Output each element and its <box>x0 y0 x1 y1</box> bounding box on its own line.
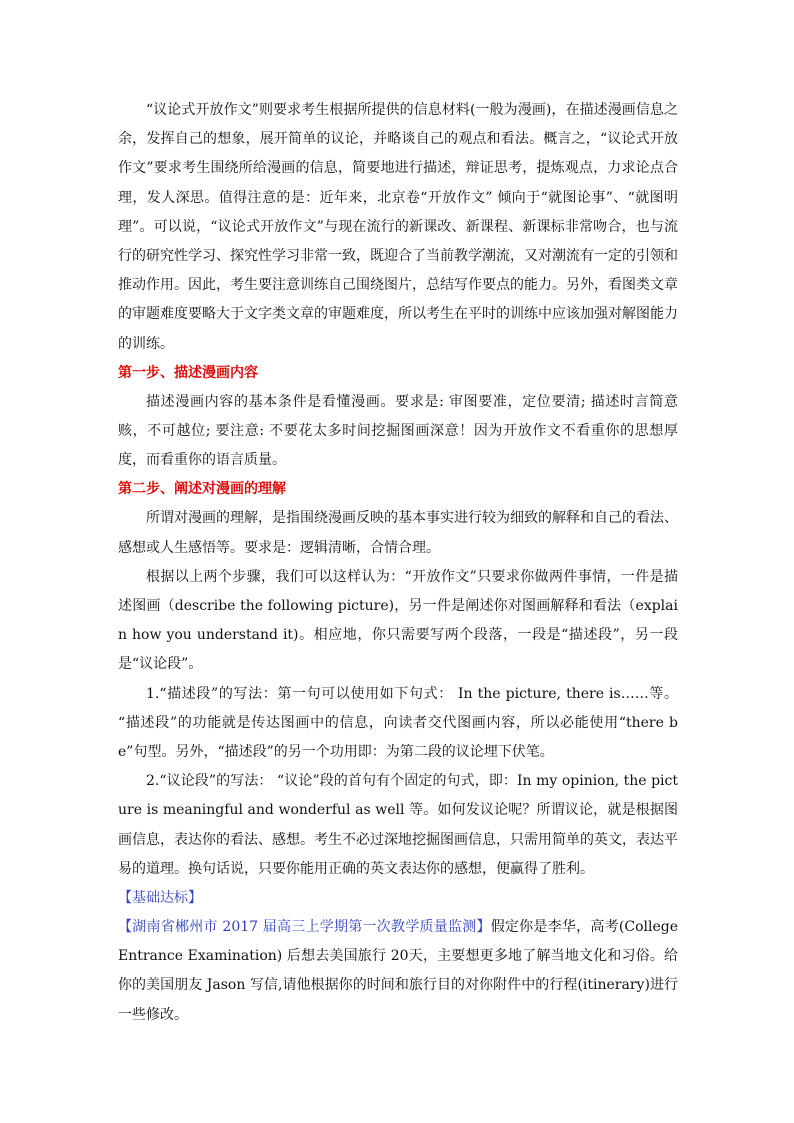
task-source: 【湖南省郴州市 2017 届高三上学期第一次教学质量监测】 <box>118 919 491 936</box>
section-label: 【基础达标】 <box>118 890 202 907</box>
summary-paragraph: 根据以上两个步骤，我们可以这样认为：“开放作文”只要求你做两件事情，一件是描述图画（describe the following picture)，另一件是阐述你对图画解释和看法（explain how you understand it)。相应地，你只需要写两个段落，一段是“描述段”，另一段是“议论段”。 <box>118 568 678 673</box>
point2-paragraph: 2.“议论段”的写法： “议论”段的首句有个固定的句式，即：In my opinion, the picture is meaningful and wonderful as well 等。如何发议论呢？所谓议论，就是根据图画信息，表达你的看法、感想。考生不必过深地挖掘图画信息，只需用简单的英文，表达平易的道理。换句话说，只要你能用正确的英文表达你的感想，便赢得了胜利。 <box>118 773 678 877</box>
step1-heading: 第一步、描述漫画内容 <box>118 364 258 381</box>
step1-paragraph: 描述漫画内容的基本条件是看懂漫画。要求是: 审图要准，定位要清; 描述时言简意赅，不可越位; 要注意: 不要花太多时间挖掘图画深意！因为开放作文不看重你的思想厚度，而看重你的语言质量。 <box>118 393 678 469</box>
intro-paragraph: “议论式开放作文”则要求考生根据所提供的信息材料(一般为漫画)，在描述漫画信息之余，发挥自己的想象，展开简单的议论，并略谈自己的观点和看法。概言之，“议论式开放作文”要求考生围绕所给漫画的信息，简要地进行描述，辩证思考，提炼观点，力求论点合理，发人深思。值得注意的是：近年来，北京卷“开放作文” 倾向于“就图论事”、“就图明理”。可以说，“议论式开放作文”与现在流行的新课改、新课程、新课标非常吻合，也与流行的研究性学习、探究性学习非常一致，既迎合了当前教学潮流，又对潮流有一定的引领和推动作用。因此，考生要注意训练自己围绕图片，总结写作要点的能力。另外，看图类文章的审题难度要略大于文字类文章的审题难度，所以考生在平时的训练中应该加强对解图能力的训练。 <box>118 102 678 352</box>
document-body <box>118 96 678 1030</box>
point1-paragraph: 1.“描述段”的写法：第一句可以使用如下句式： In the picture, there is……等。 “描述段”的功能就是传达图画中的信息，向读者交代图画内容，所以必能使用“there be”句型。另外，“描述段”的另一个功用即：为第二段的议论埋下伏笔。 <box>118 685 678 761</box>
task-paragraph <box>118 913 678 1030</box>
step2-paragraph: 所谓对漫画的理解，是指围绕漫画反映的基本事实进行较为细致的解释和自己的看法、感想或人生感悟等。要求是：逻辑清晰，合情合理。 <box>118 510 678 556</box>
step2-heading: 第二步、阐述对漫画的理解 <box>118 481 286 498</box>
task-text: 假定你是李华，高考(College Entrance Examination) 后想去美国旅行 20天，主要想更多地了解当地文化和习俗。给你的美国朋友 Jason 写信,请他根据你的时间和旅行目的对你附件中的行程(itinerary)进行一些修改。 <box>118 919 678 1023</box>
